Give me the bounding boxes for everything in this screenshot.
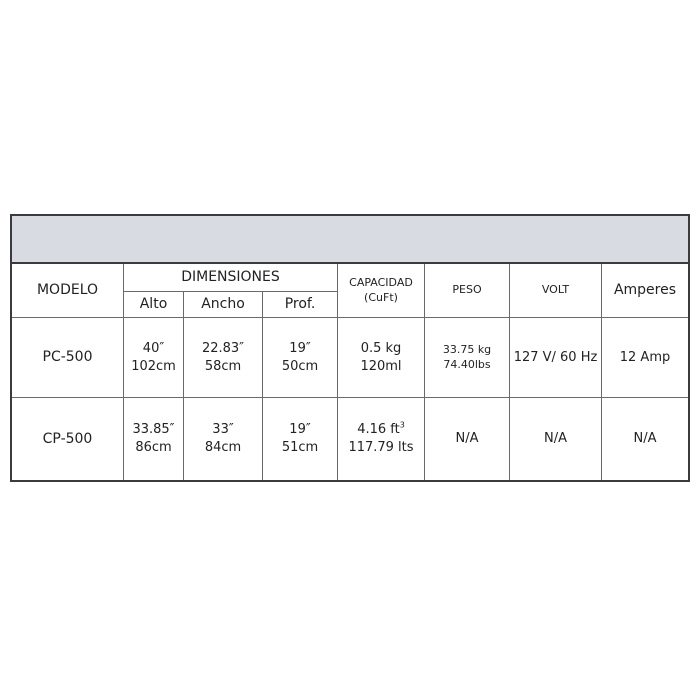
model-name: CP-500: [42, 430, 93, 447]
header-dimensiones-label: DIMENSIONES: [181, 269, 280, 286]
capacidad-value: [357, 421, 405, 439]
table-row-cell-volt: [510, 398, 601, 480]
table-row-cell-alto: [124, 318, 183, 397]
capacidad-volume: 117.79 lts: [348, 440, 414, 455]
prof-cm: 51cm: [281, 440, 319, 455]
header-volt: [510, 264, 601, 317]
prof-inches: 19″: [289, 340, 311, 356]
header-capacidad-line1: CAPACIDAD: [349, 275, 413, 289]
alto-cm: 86cm: [135, 440, 172, 455]
header-modelo: [12, 264, 123, 317]
table-row-cell-prof: [263, 398, 337, 480]
header-peso-label: PESO: [452, 283, 482, 297]
table-row-cell-capacidad: [338, 398, 424, 480]
table-row-cell-volt: [510, 318, 601, 397]
amperes-value: N/A: [633, 431, 657, 447]
alto-inches: 40″: [142, 340, 165, 356]
header-alto: [124, 292, 183, 317]
capacidad-value-base: 4.16 ft: [357, 422, 400, 438]
table-row-cell-modelo: [12, 318, 123, 397]
header-ancho: [184, 292, 262, 317]
table-row-cell-modelo: [12, 398, 123, 480]
capacidad-value-exponent: 3: [399, 421, 405, 431]
prof-inches: 19″: [289, 422, 311, 438]
header-dimensiones: [124, 264, 337, 291]
table-row-cell-amperes: [602, 398, 688, 480]
header-volt-label: VOLT: [541, 283, 570, 297]
header-capacidad: [338, 264, 424, 317]
volt-value: 127 V/ 60 Hz: [513, 349, 598, 365]
table-row-cell-amperes: [602, 318, 688, 397]
peso-lbs: 74.40lbs: [443, 357, 491, 371]
table-row-cell-ancho: [184, 318, 262, 397]
header-banner: [12, 216, 688, 264]
header-peso: [425, 264, 509, 317]
alto-inches: 33.85″: [132, 422, 175, 438]
spec-table: [10, 214, 690, 482]
peso-value: N/A: [455, 431, 479, 447]
ancho-cm: 58cm: [204, 358, 242, 374]
table-row-cell-ancho: [184, 398, 262, 480]
table-row-cell-prof: [263, 318, 337, 397]
alto-cm: 102cm: [131, 358, 176, 374]
header-ancho-label: Ancho: [201, 296, 245, 313]
header-modelo-label: MODELO: [36, 282, 99, 299]
ancho-inches: 22.83″: [201, 340, 245, 356]
header-amperes-label: Amperes: [613, 282, 677, 299]
ancho-cm: 84cm: [204, 440, 242, 455]
volt-value: N/A: [544, 431, 567, 447]
model-name: PC-500: [42, 349, 93, 366]
table-row-cell-peso: [425, 318, 509, 397]
peso-kg: 33.75 kg: [442, 342, 492, 356]
header-prof-label: Prof.: [284, 296, 316, 313]
header-amperes: [602, 264, 688, 317]
capacidad-volume: 120ml: [360, 358, 402, 374]
table-row-cell-capacidad: [338, 318, 424, 397]
header-alto-label: Alto: [139, 296, 168, 313]
header-capacidad-line2: (CuFt): [364, 290, 398, 304]
ancho-inches: 33″: [212, 422, 234, 438]
header-prof: [263, 292, 337, 317]
prof-cm: 50cm: [281, 358, 319, 374]
table-row-cell-alto: [124, 398, 183, 480]
capacidad-value: 0.5 kg: [360, 340, 402, 356]
table-row-cell-peso: [425, 398, 509, 480]
amperes-value: 12 Amp: [619, 349, 671, 365]
